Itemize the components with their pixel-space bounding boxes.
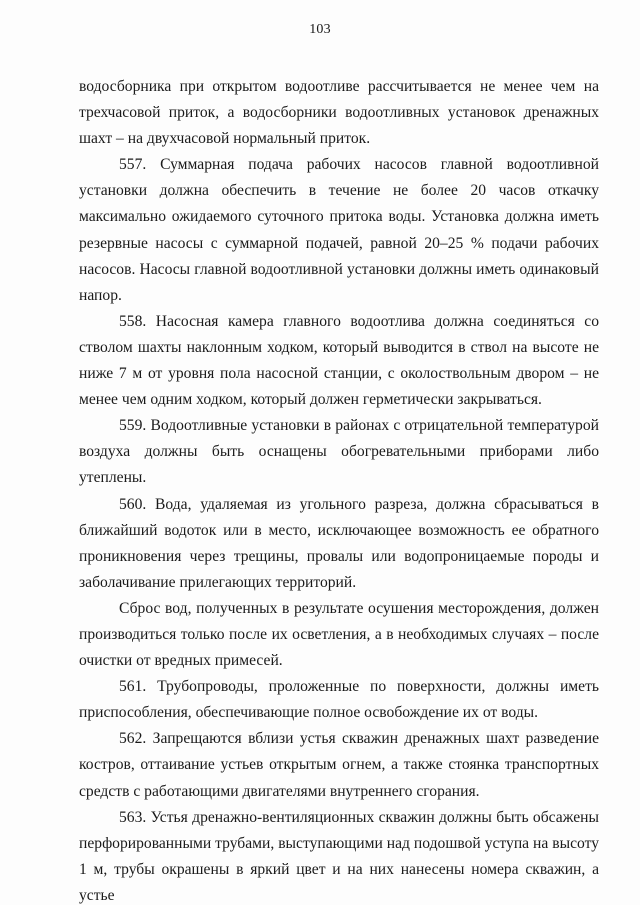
paragraph-563: 563. Устья дренажно-вентиляционных скважин должны быть обсажены перфорированными трубами, выступающими над подошвой уступа на высоту 1 м, трубы окрашены в яркий цвет и на них нанесены номера скважин, а устье [79,808,599,904]
paragraph-561: 561. Трубопроводы, проложенные по поверхности, должны иметь приспособления, обеспечивающие полное освобождение их от воды. [79,678,599,722]
paragraph-562: 562. Запрещаются вблизи устья скважин дренажных шахт разведение костров, оттаивание устьев открытым огнем, а также стоянка транспортных средств с работающими двигателями внутреннего сгорания. [79,730,599,800]
paragraph-560-discharge: Сброс вод, полученных в результате осушения месторождения, должен производиться только после их осветления, а в необходимых случаях – после очистки от вредных примесей. [79,599,599,670]
document-body [79,74,599,909]
paragraph-559: 559. Водоотливные установки в районах с отрицательной температурой воздуха должны быть оснащены обогревательными приборами либо утеплены. [79,417,599,487]
paragraph-560: 560. Вода, удаляемая из угольного разреза, должна сбрасываться в ближайший водоток или в место, исключающее возможность ее обратного проникновения через трещины, провалы или водопроницаемые породы и заболачивание прилегающих территорий. [79,495,599,591]
page-number: 103 [309,22,331,37]
paragraph-557: 557. Суммарная подача рабочих насосов главной водоотливной установки должна обеспечить в течение не более 20 часов откачку максимально ожидаемого суточного притока воды. Установка должна иметь резервные насосы с суммарной подачей, равной 20–25 % подачи рабочих насосов. Насосы главной водоотливной установки должны иметь одинаковый напор. [79,156,599,304]
paragraph-continuation: водосборника при открытом водоотливе рассчитывается не менее чем на трехчасовой приток, а водосборники водоотливных установок дренажных шахт – на двухчасовой нормальный приток. [79,78,599,148]
paragraph-558: 558. Насосная камера главного водоотлива должна соединяться со стволом шахты наклонным ходком, который выводится в ствол на высоте не ниже 7 м от уровня пола насосной станции, с околоствольным двором – не менее чем одним ходком, который должен герметически закрываться. [79,312,599,409]
